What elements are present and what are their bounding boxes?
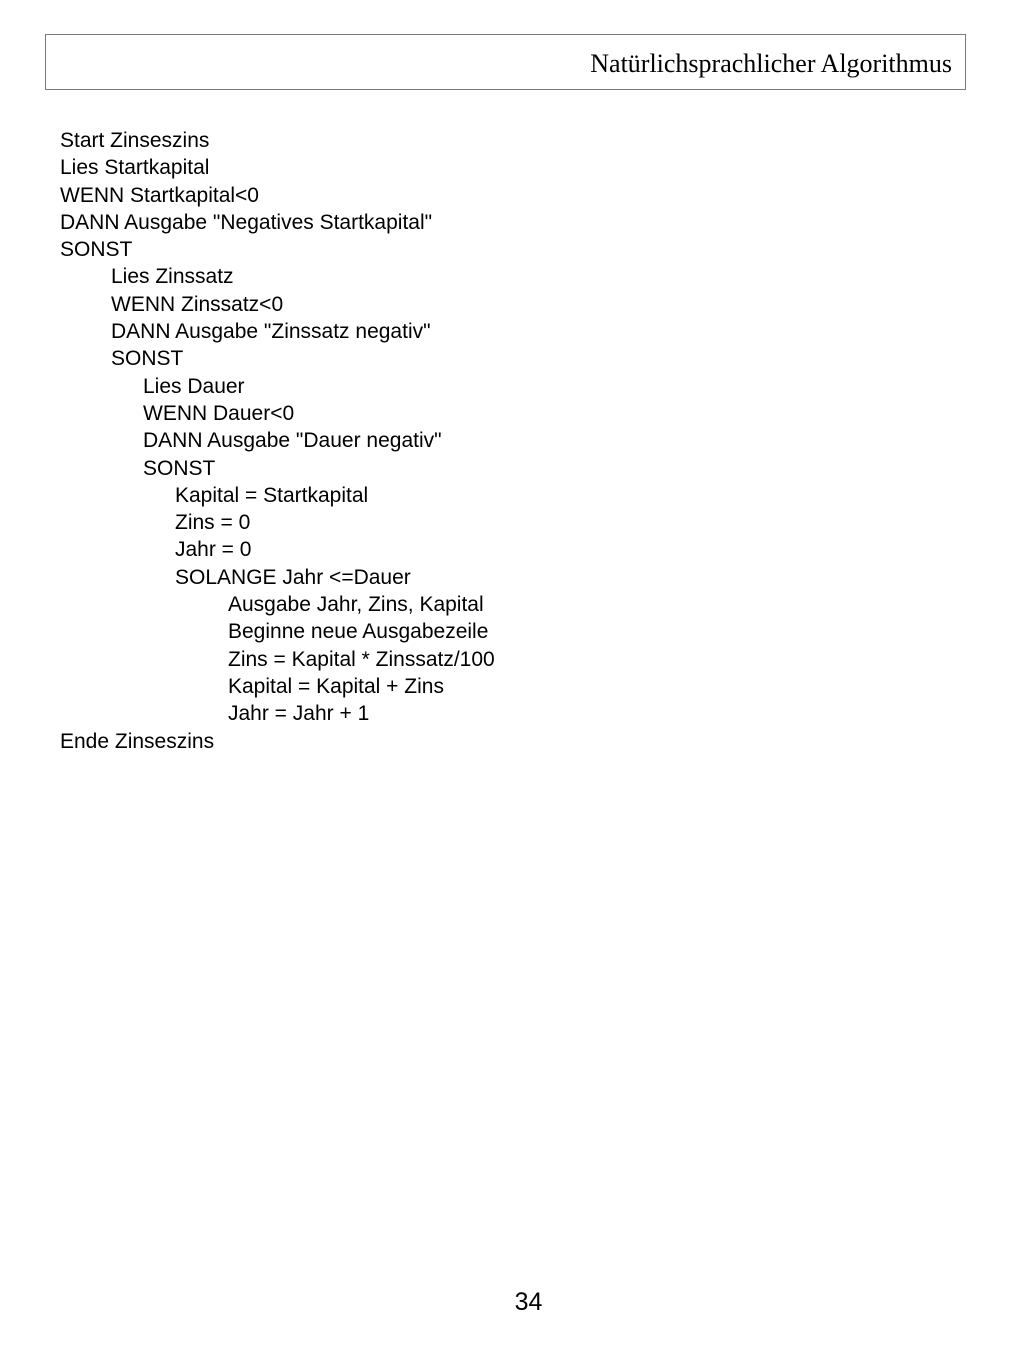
algorithm-line: Ausgabe Jahr, Zins, Kapital <box>228 593 484 617</box>
algorithm-line: SONST <box>60 238 133 262</box>
algorithm-line: Start Zinseszins <box>60 129 210 152</box>
algorithm-line: SONST <box>143 456 216 480</box>
algorithm-line: Beginne neue Ausgabezeile <box>228 620 489 644</box>
algorithm-line: Zins = Kapital * Zinssatz/100 <box>228 647 495 671</box>
page-title: Natürlichsprachlicher Algorithmus <box>590 49 952 78</box>
page-number: 34 <box>514 1288 543 1316</box>
algorithm-line: Kapital = Kapital + Zins <box>228 674 444 698</box>
algorithm-line: Ende Zinseszins <box>60 729 215 753</box>
algorithm-line: Lies Zinssatz <box>111 265 234 289</box>
algorithm-line: DANN Ausgabe "Zinssatz negativ" <box>111 320 431 344</box>
algorithm-line: SONST <box>111 347 184 371</box>
algorithm-line: Zins = 0 <box>175 511 251 535</box>
algorithm-text <box>60 127 960 755</box>
algorithm-line: Jahr = Jahr + 1 <box>228 702 370 726</box>
algorithm-line: DANN Ausgabe "Dauer negativ" <box>143 429 442 453</box>
algorithm-line: Lies Startkapital <box>60 156 210 180</box>
algorithm-line: WENN Zinssatz<0 <box>111 292 284 316</box>
header-box <box>45 34 966 90</box>
algorithm-line: DANN Ausgabe "Negatives Startkapital" <box>60 210 433 234</box>
algorithm-line: SOLANGE Jahr <=Dauer <box>175 565 411 589</box>
algorithm-line: WENN Startkapital<0 <box>60 183 259 207</box>
algorithm-line: Kapital = Startkapital <box>175 483 369 507</box>
algorithm-line: WENN Dauer<0 <box>143 401 295 425</box>
algorithm-line: Jahr = 0 <box>175 538 252 562</box>
algorithm-line: Lies Dauer <box>143 374 245 398</box>
